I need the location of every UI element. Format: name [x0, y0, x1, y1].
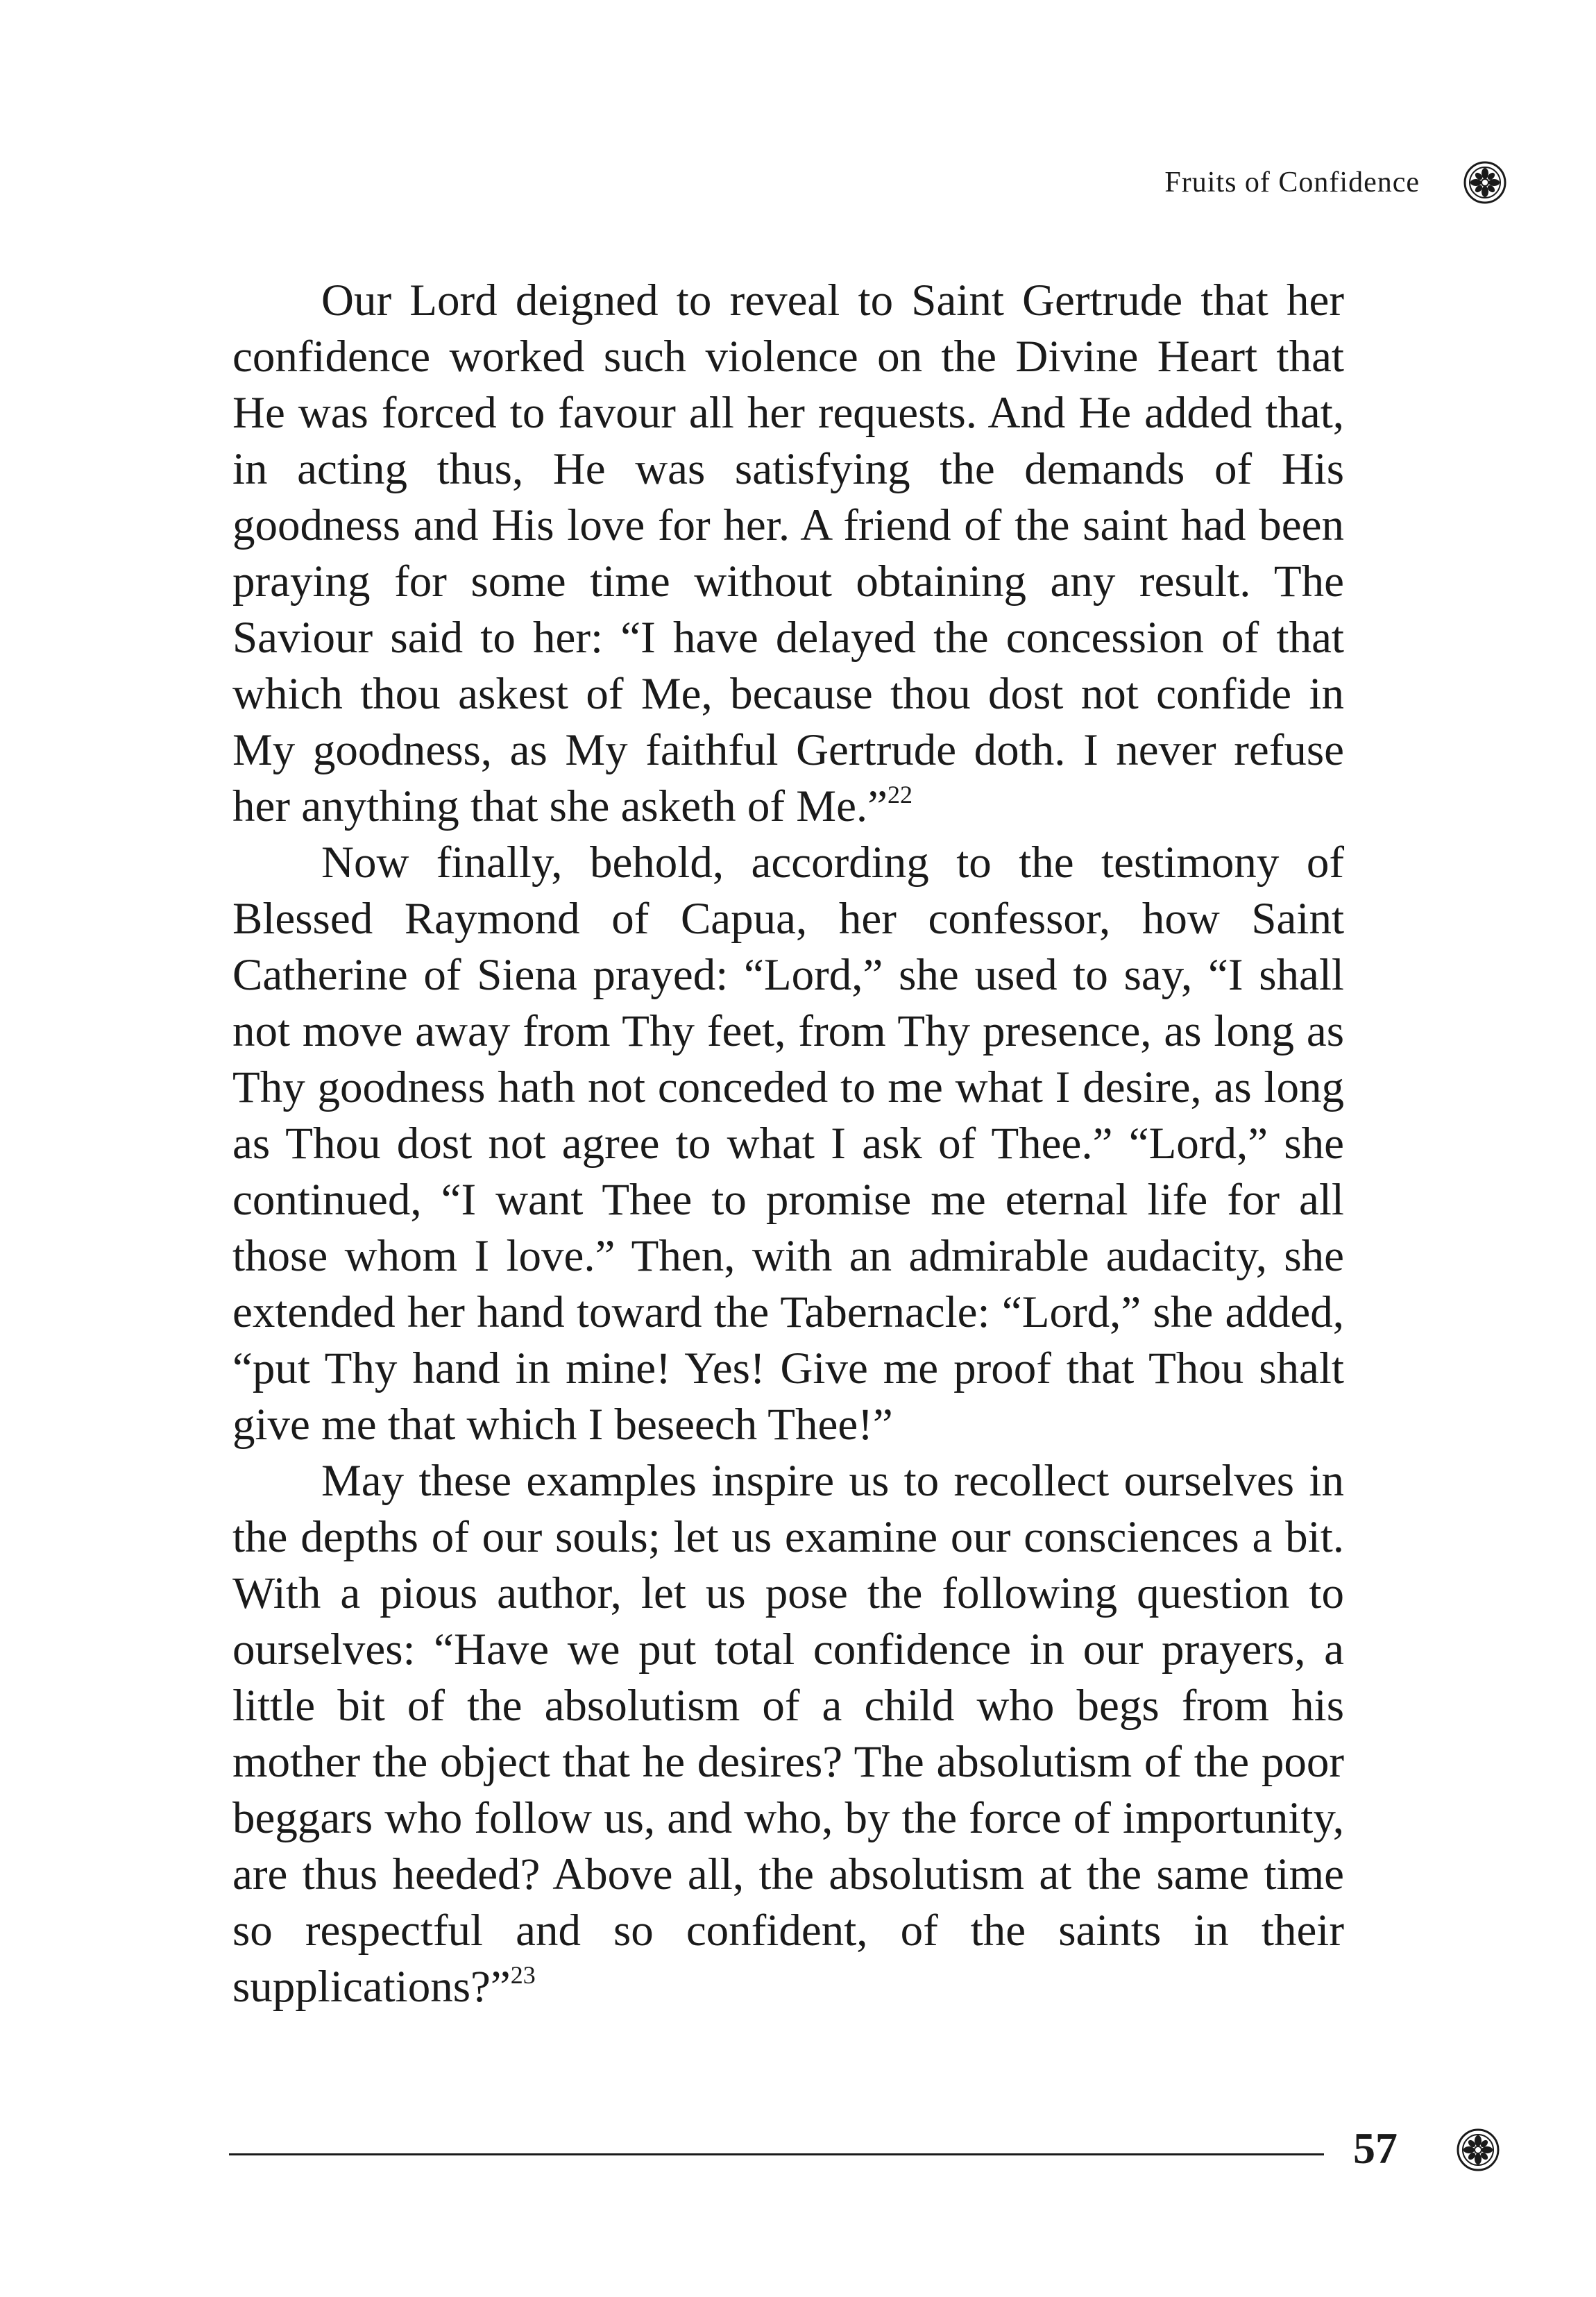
running-title: Fruits of Confidence — [1164, 167, 1420, 198]
footnote-reference: 23 — [510, 1961, 536, 1989]
paragraph-text: Now finally, behold, according to the testimony of Blessed Raymond of Capua, her confessor, how Saint Catherine of Siena prayed: “Lord,” she used to say, “I shall not move away from Thy feet, from Thy presence, as long as Thy goodness hath not conceded to me what I desire, as long as Thou dost not agree to what I ask of Thee.” “Lord,” she continued, “I want Thee to promise me eternal life for all those whom I love.” Then, with an admirable audacity, she extended her hand toward the Tabernacle: “Lord,” she added, “put Thy hand in mine! Yes! Give me proof that Thou shalt give me that which I beseech Thee!” — [232, 838, 1344, 1450]
rosette-ornament-icon — [1463, 160, 1507, 205]
footnote-reference: 22 — [888, 781, 913, 808]
page-footer — [229, 2118, 1507, 2180]
paragraph — [232, 835, 1344, 1453]
paragraph-text: May these examples inspire us to recollect ourselves in the depths of our souls; let us examine our consciences a bit. With a pious author, let us pose the following question to ourselves: “Have we put total confidence in our prayers, a little bit of the absolutism of a child who begs from his mother the object that he desires? The absolutism of the poor beggars who follow us, and who, by the force of importunity, are thus heeded? Above all, the absolutism at the same time so respectful and so confident, of the saints in their supplications?” — [232, 1456, 1344, 2012]
footer-rule — [229, 2153, 1324, 2155]
body-text — [232, 273, 1344, 2015]
paragraph — [232, 1453, 1344, 2015]
page-number: 57 — [1353, 2124, 1398, 2173]
rosette-ornament-icon — [1456, 2128, 1500, 2172]
running-header — [1006, 158, 1507, 207]
paragraph — [232, 273, 1344, 835]
paragraph-text: Our Lord deigned to reveal to Saint Gertrude that her confidence worked such violence on the Divine Heart that He was forced to favour all her requests. And He added that, in acting thus, He was satisfying the demands of His goodness and His love for her. A friend of the saint had been praying for some time without obtaining any result. The Saviour said to her: “I have delayed the concession of that which thou askest of Me, because thou dost not confide in My goodness, as My faithful Gertrude doth. I never refuse her anything that she asketh of Me.” — [232, 276, 1344, 831]
